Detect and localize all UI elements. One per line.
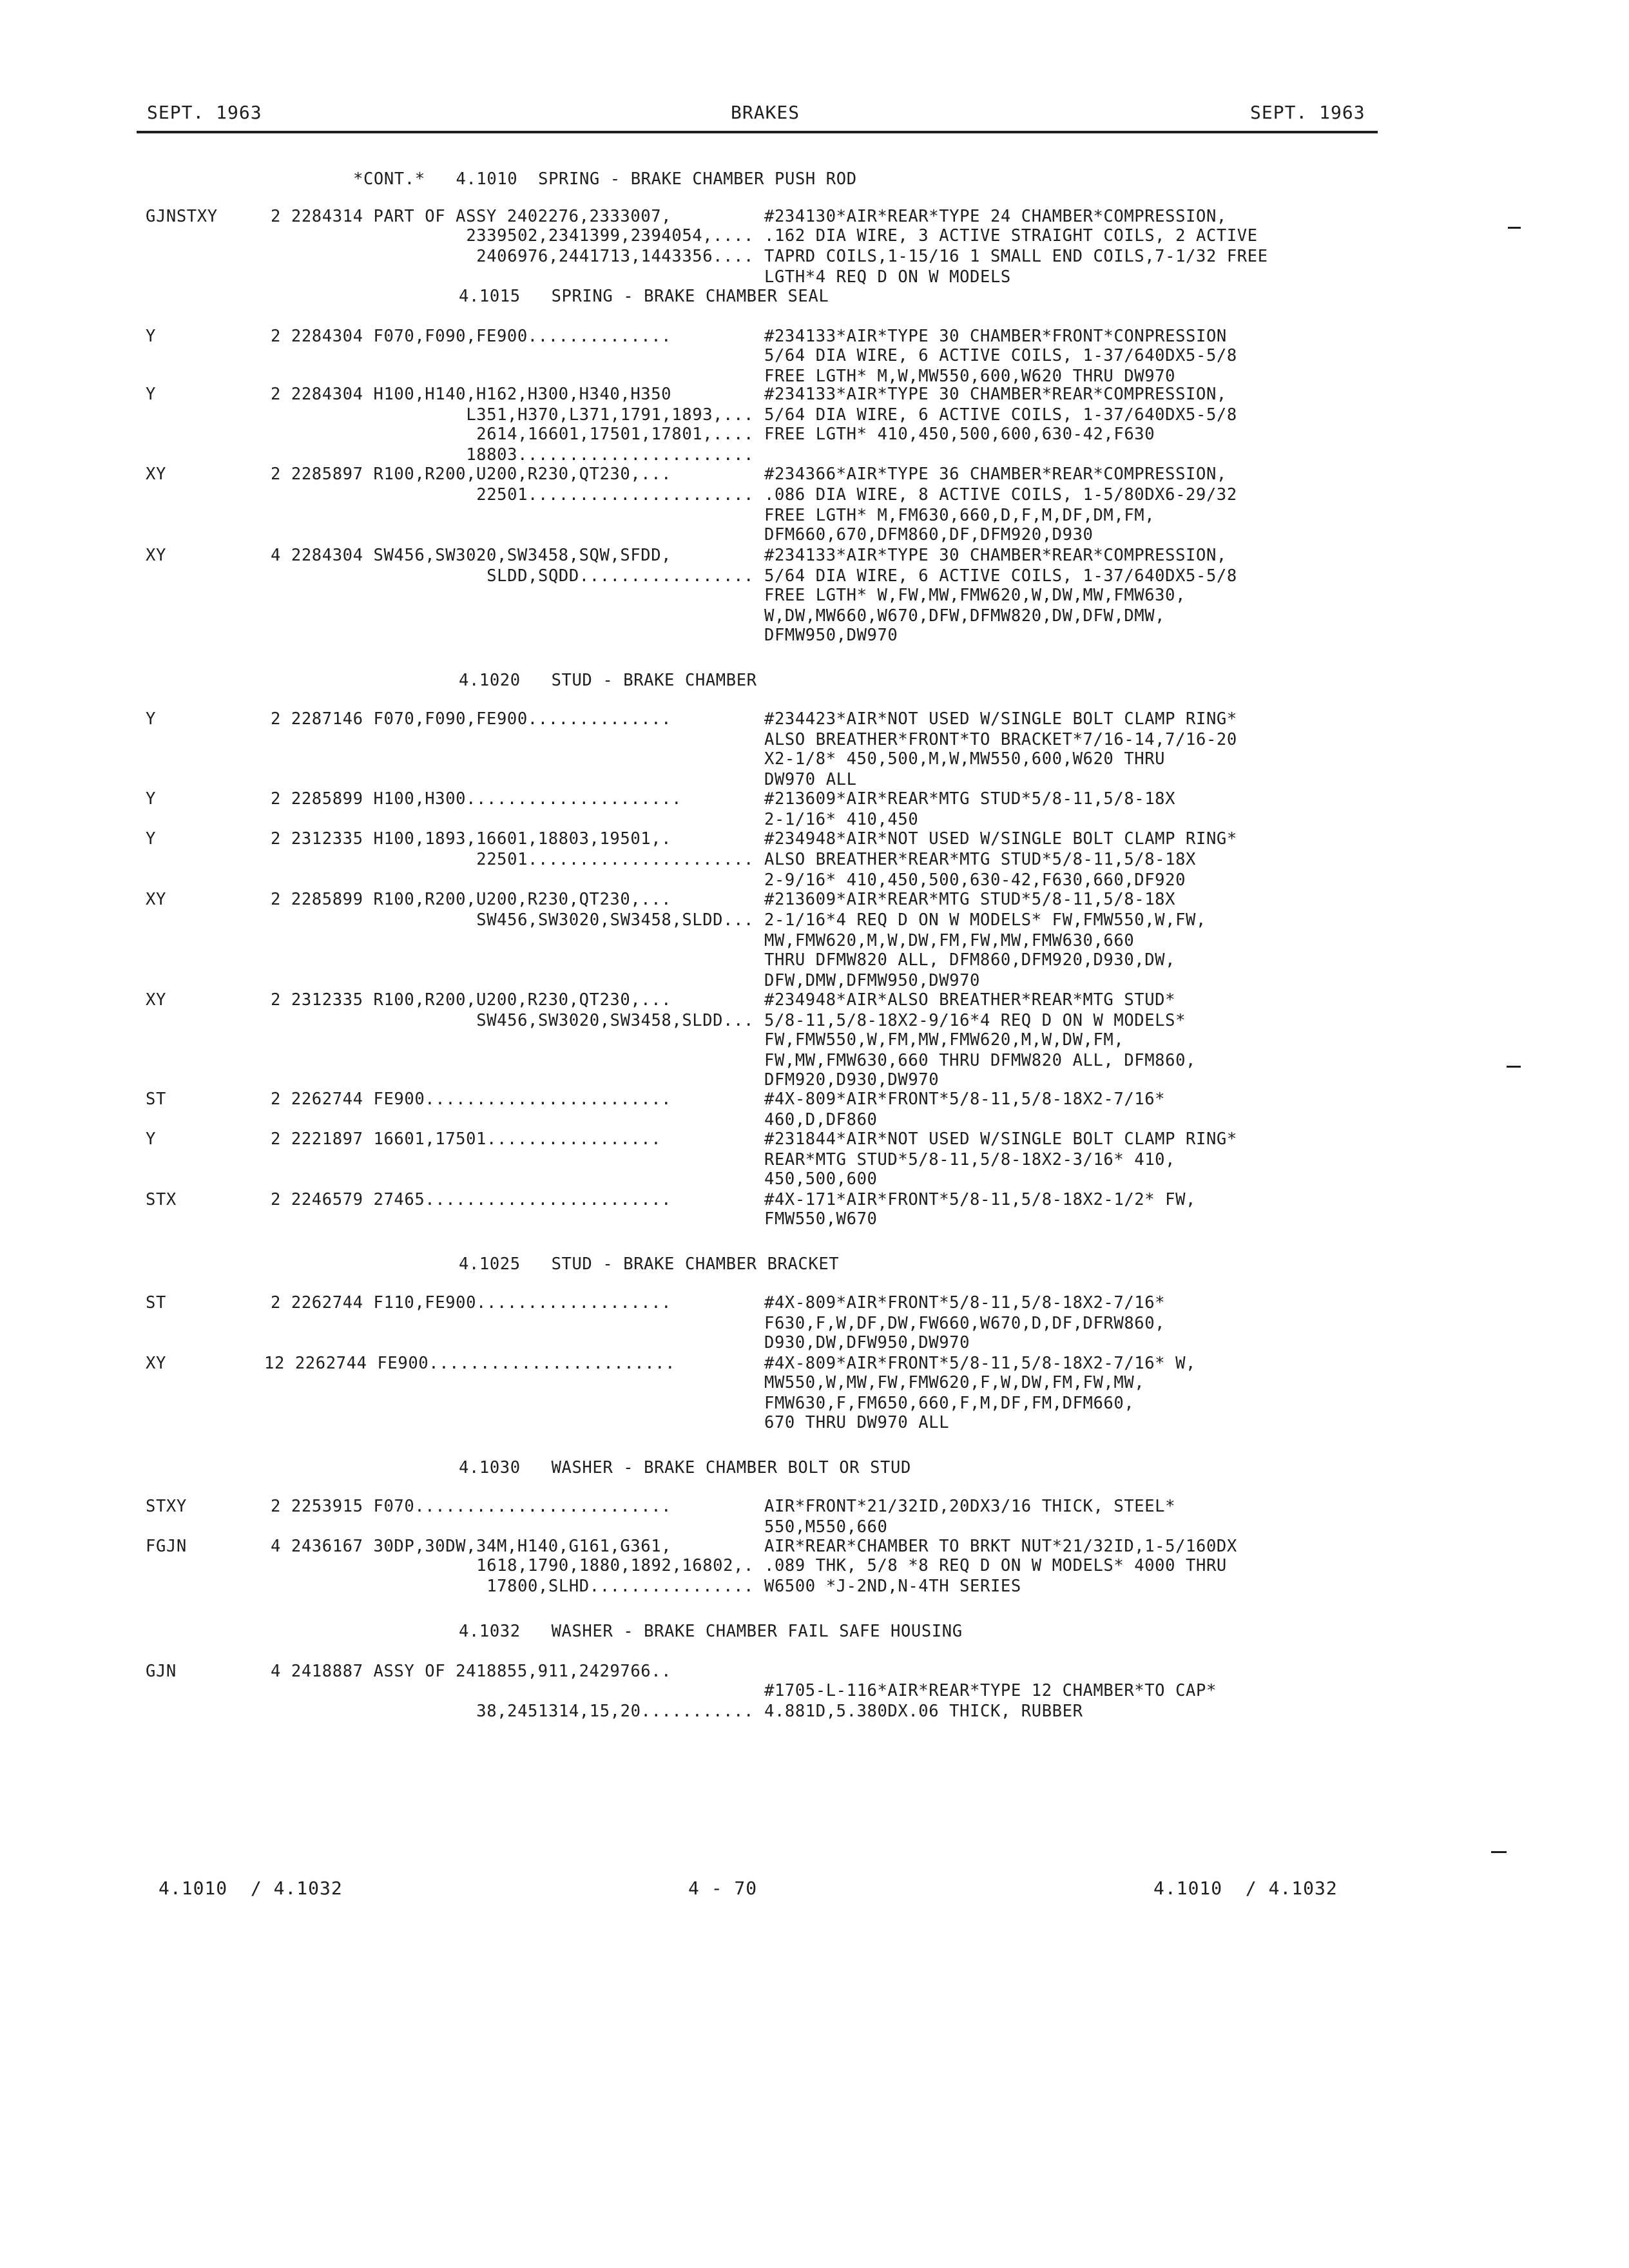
quantity-part-models: 4 2284304 SW456,SW3020,SW3458,SQW,SFDD, [271, 546, 672, 565]
part-description: W6500 *J-2ND,N-4TH SERIES [764, 1577, 1021, 1596]
footer-right-range: 4.1010 / 4.1032 [1153, 1878, 1338, 1899]
model-list-continuation: SLDD,SQDD................. [487, 566, 754, 586]
quantity-part-models: 12 2262744 FE900........................ [264, 1354, 676, 1373]
part-description: #213609*AIR*REAR*MTG STUD*5/8-11,5/8-18X [764, 890, 1176, 909]
part-description: MW550,W,MW,FW,FMW620,F,W,DW,FM,FW,MW, [764, 1373, 1145, 1392]
model-series-code: GJN [146, 1662, 177, 1681]
section-heading: 4.1025 STUD - BRAKE CHAMBER BRACKET [459, 1254, 840, 1274]
part-description: DFMW950,DW970 [764, 626, 898, 645]
model-series-code: Y [146, 789, 156, 809]
part-description: DFM660,670,DFM860,DF,DFM920,D930 [764, 525, 1094, 544]
section-heading: 4.1020 STUD - BRAKE CHAMBER [459, 671, 757, 690]
part-description: #1705-L-116*AIR*REAR*TYPE 12 CHAMBER*TO CAP* [764, 1681, 1217, 1700]
model-series-code: XY [146, 465, 166, 484]
part-description: 5/64 DIA WIRE, 6 ACTIVE COILS, 1-37/640DX5-5/8 [764, 566, 1237, 586]
quantity-part-models: 2 2287146 F070,F090,FE900.............. [271, 709, 672, 729]
part-description: #234130*AIR*REAR*TYPE 24 CHAMBER*COMPRESSION, [764, 207, 1227, 226]
quantity-part-models: 2 2285897 R100,R200,U200,R230,QT230,... [271, 465, 672, 484]
quantity-part-models: 2 2262744 F110,FE900................... [271, 1293, 672, 1312]
part-description: #4X-809*AIR*FRONT*5/8-11,5/8-18X2-7/16* [764, 1090, 1166, 1109]
part-description: #213609*AIR*REAR*MTG STUD*5/8-11,5/8-18X [764, 789, 1176, 809]
model-series-code: STXY [146, 1497, 187, 1516]
margin-mark [1491, 1851, 1507, 1853]
part-description: MW,FMW620,M,W,DW,FM,FW,MW,FMW630,660 [764, 931, 1135, 950]
quantity-part-models: 2 2246579 27465........................ [271, 1190, 672, 1209]
header-left-date: SEPT. 1963 [147, 102, 262, 123]
part-description: FREE LGTH* 410,450,500,600,630-42,F630 [764, 425, 1155, 444]
model-list-continuation: 22501...................... [476, 850, 754, 869]
part-description: D930,DW,DFW950,DW970 [764, 1333, 970, 1352]
model-series-code: Y [146, 829, 156, 849]
part-description: AIR*REAR*CHAMBER TO BRKT NUT*21/32ID,1-5/160DX [764, 1537, 1237, 1556]
part-description: #234366*AIR*TYPE 36 CHAMBER*REAR*COMPRESSION, [764, 465, 1227, 484]
model-list-continuation: 2614,16601,17501,17801,.... [476, 425, 754, 444]
model-list-continuation: 2406976,2441713,1443356.... [476, 247, 754, 266]
part-description: AIR*FRONT*21/32ID,20DX3/16 THICK, STEEL* [764, 1497, 1176, 1516]
model-list-continuation: SW456,SW3020,SW3458,SLDD... [476, 1011, 754, 1030]
quantity-part-models: 2 2262744 FE900........................ [271, 1090, 672, 1109]
header-right-date: SEPT. 1963 [1250, 102, 1365, 123]
margin-mark [1507, 1066, 1521, 1068]
part-description: 550,M550,660 [764, 1517, 888, 1537]
part-description: REAR*MTG STUD*5/8-11,5/8-18X2-3/16* 410, [764, 1150, 1176, 1169]
section-heading: 4.1015 SPRING - BRAKE CHAMBER SEAL [459, 287, 829, 306]
part-description: ALSO BREATHER*FRONT*TO BRACKET*7/16-14,7/16-20 [764, 730, 1237, 749]
part-description: FREE LGTH* M,W,MW550,600,W620 THRU DW970 [764, 367, 1176, 386]
part-description: 2-1/16* 410,450 [764, 810, 919, 829]
quantity-part-models: 2 2312335 H100,1893,16601,18803,19501,. [271, 829, 672, 849]
part-description: FREE LGTH* W,FW,MW,FMW620,W,DW,MW,FMW630, [764, 586, 1186, 605]
quantity-part-models: 2 2253915 F070......................... [271, 1497, 672, 1516]
part-description: #234423*AIR*NOT USED W/SINGLE BOLT CLAMP RING* [764, 709, 1237, 729]
quantity-part-models: 2 2312335 R100,R200,U200,R230,QT230,... [271, 990, 672, 1010]
part-description: THRU DFMW820 ALL, DFM860,DFM920,D930,DW, [764, 950, 1176, 970]
part-description: 2-9/16* 410,450,500,630-42,F630,660,DF920 [764, 870, 1186, 890]
part-description: F630,F,W,DF,DW,FW660,W670,D,DF,DFRW860, [764, 1314, 1166, 1333]
model-list-continuation: 18803....................... [466, 445, 754, 465]
quantity-part-models: 2 2221897 16601,17501................. [271, 1129, 662, 1149]
part-description: W,DW,MW660,W670,DFW,DFMW820,DW,DFW,DMW, [764, 606, 1166, 626]
part-description: TAPRD COILS,1-15/16 1 SMALL END COILS,7-1/32 FREE [764, 247, 1268, 266]
quantity-part-models: 4 2436167 30DP,30DW,34M,H140,G161,G361, [271, 1537, 672, 1556]
model-series-code: XY [146, 1354, 166, 1373]
quantity-part-models: 2 2285899 H100,H300..................... [271, 789, 682, 809]
model-series-code: Y [146, 1129, 156, 1149]
part-description: FMW630,F,FM650,660,F,M,DF,FM,DFM660, [764, 1394, 1135, 1413]
model-list-continuation: L351,H370,L371,1791,1893,... [466, 405, 754, 425]
part-description: #234948*AIR*ALSO BREATHER*REAR*MTG STUD* [764, 990, 1176, 1010]
model-series-code: ST [146, 1293, 166, 1312]
part-description: 670 THRU DW970 ALL [764, 1413, 950, 1432]
quantity-part-models: 2 2284304 H100,H140,H162,H300,H340,H350 [271, 385, 672, 404]
part-description: #234948*AIR*NOT USED W/SINGLE BOLT CLAMP RING* [764, 829, 1237, 849]
model-series-code: ST [146, 1090, 166, 1109]
part-description: #234133*AIR*TYPE 30 CHAMBER*REAR*COMPRESSION, [764, 546, 1227, 565]
part-description: DFW,DMW,DFMW950,DW970 [764, 971, 980, 990]
model-series-code: Y [146, 327, 156, 346]
part-description: FREE LGTH* M,FM630,660,D,F,M,DF,DM,FM, [764, 506, 1155, 525]
model-series-code: XY [146, 546, 166, 565]
part-description: #234133*AIR*TYPE 30 CHAMBER*FRONT*CONPRESSION [764, 327, 1227, 346]
quantity-part-models: 2 2284304 F070,F090,FE900.............. [271, 327, 672, 346]
quantity-part-models: 4 2418887 ASSY OF 2418855,911,2429766.. [271, 1662, 672, 1681]
footer-left-range: 4.1010 / 4.1032 [159, 1878, 343, 1899]
model-series-code: XY [146, 890, 166, 909]
part-description: 450,500,600 [764, 1169, 878, 1189]
part-description: 5/8-11,5/8-18X2-9/16*4 REQ D ON W MODELS* [764, 1011, 1186, 1030]
part-description: #4X-809*AIR*FRONT*5/8-11,5/8-18X2-7/16* [764, 1293, 1166, 1312]
part-description: 5/64 DIA WIRE, 6 ACTIVE COILS, 1-37/640DX5-5/8 [764, 346, 1237, 365]
model-series-code: Y [146, 385, 156, 404]
model-series-code: STX [146, 1190, 177, 1209]
quantity-part-models: 2 2284314 PART OF ASSY 2402276,2333007, [271, 207, 672, 226]
part-description: #234133*AIR*TYPE 30 CHAMBER*REAR*COMPRESSION, [764, 385, 1227, 404]
model-list-continuation: 38,2451314,15,20........... [476, 1702, 754, 1721]
model-series-code: Y [146, 709, 156, 729]
part-description: DFM920,D930,DW970 [764, 1070, 940, 1090]
section-heading: *CONT.* 4.1010 SPRING - BRAKE CHAMBER PUSH ROD [353, 169, 857, 189]
header-section-title: BRAKES [731, 102, 800, 123]
part-description: ALSO BREATHER*REAR*MTG STUD*5/8-11,5/8-18X [764, 850, 1196, 869]
part-description: .086 DIA WIRE, 8 ACTIVE COILS, 1-5/80DX6-29/32 [764, 485, 1237, 505]
section-heading: 4.1032 WASHER - BRAKE CHAMBER FAIL SAFE HOUSING [459, 1622, 963, 1641]
part-description: 2-1/16*4 REQ D ON W MODELS* FW,FMW550,W,FW, [764, 910, 1206, 930]
model-series-code: GJNSTXY [146, 207, 218, 226]
model-list-continuation: 1618,1790,1880,1892,16802,. [476, 1556, 754, 1575]
model-list-continuation: 22501...................... [476, 485, 754, 505]
part-description: X2-1/8* 450,500,M,W,MW550,600,W620 THRU [764, 749, 1166, 769]
part-description: #4X-171*AIR*FRONT*5/8-11,5/8-18X2-1/2* FW, [764, 1190, 1196, 1209]
model-list-continuation: 17800,SLHD................ [487, 1577, 754, 1596]
quantity-part-models: 2 2285899 R100,R200,U200,R230,QT230,... [271, 890, 672, 909]
part-description: FW,FMW550,W,FM,MW,FMW620,M,W,DW,FM, [764, 1030, 1124, 1050]
model-list-continuation: 2339502,2341399,2394054,.... [466, 226, 754, 245]
part-description: DW970 ALL [764, 770, 857, 789]
model-list-continuation: SW456,SW3020,SW3458,SLDD... [476, 910, 754, 930]
margin-mark [1508, 227, 1521, 229]
part-description: .089 THK, 5/8 *8 REQ D ON W MODELS* 4000 THRU [764, 1556, 1227, 1575]
model-series-code: XY [146, 990, 166, 1010]
part-description: .162 DIA WIRE, 3 ACTIVE STRAIGHT COILS, 2 ACTIVE [764, 226, 1258, 245]
part-description: #4X-809*AIR*FRONT*5/8-11,5/8-18X2-7/16* W, [764, 1354, 1196, 1373]
part-description: 460,D,DF860 [764, 1110, 878, 1129]
part-description: FW,MW,FMW630,660 THRU DFMW820 ALL, DFM860, [764, 1051, 1196, 1070]
model-series-code: FGJN [146, 1537, 187, 1556]
part-description: 4.881D,5.380DX.06 THICK, RUBBER [764, 1702, 1083, 1721]
footer-page-number: 4 - 70 [688, 1878, 758, 1899]
section-heading: 4.1030 WASHER - BRAKE CHAMBER BOLT OR STUD [459, 1458, 911, 1477]
part-description: 5/64 DIA WIRE, 6 ACTIVE COILS, 1-37/640DX5-5/8 [764, 405, 1237, 425]
part-description: LGTH*4 REQ D ON W MODELS [764, 267, 1011, 287]
part-description: FMW550,W670 [764, 1209, 878, 1229]
part-description: #231844*AIR*NOT USED W/SINGLE BOLT CLAMP RING* [764, 1129, 1237, 1149]
